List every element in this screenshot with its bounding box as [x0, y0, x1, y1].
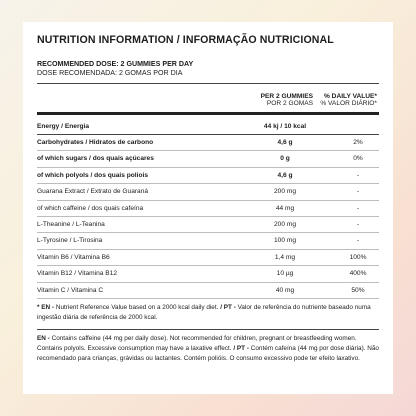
table-header — [37, 83, 379, 112]
footnote-pt: Valor de referência do nutriente baseado numa ingestão diária de referência de 2000 kcal. — [37, 303, 371, 322]
nutrient-label: L-Tyrosine / L-Tirosina — [37, 237, 103, 245]
nutrient-daily-value: - — [356, 188, 360, 196]
warning-marker-en: EN - — [37, 334, 50, 342]
footnote-pt-marker: / PT - — [220, 303, 236, 311]
energy-row — [37, 119, 379, 135]
nutrient-amount: 1,4 mg — [274, 253, 296, 261]
energy-label: Energy / Energia — [37, 123, 90, 130]
nutrient-label: L-Theanine / L-Teanina — [37, 220, 105, 228]
nutrient-daily-value: - — [356, 204, 360, 212]
warning-en: Contains caffeine (44 mg per daily dose). Not recommended for children, pregnant or breastfeeding women. Contains polyols. Excessive consumption may have a laxative effect. — [37, 334, 357, 352]
nutrient-daily-value: 2% — [353, 139, 363, 146]
nutrient-daily-value: - — [356, 171, 360, 179]
table-row — [37, 135, 379, 151]
per-serving-en: PER 2 GUMMIES — [260, 93, 313, 100]
nutrient-label: of which polyols / dos quais poliois — [37, 171, 149, 179]
nutrient-label: Guarana Extract / Extrato de Guaraná — [37, 188, 149, 196]
nutrient-label: Vitamin B6 / Vitamina B6 — [37, 253, 110, 261]
table-row — [37, 266, 379, 282]
nutrient-amount: 100 mg — [274, 237, 296, 245]
footnote-en: Nutrient Reference Value based on a 2000 kcal daily diet. — [55, 303, 219, 311]
energy-amount: 44 kj / 10 kcal — [263, 123, 307, 130]
nutrient-amount: 4,6 g — [277, 139, 293, 146]
table-row — [37, 201, 379, 217]
table-row — [37, 151, 379, 167]
nutrient-amount: 4,6 g — [277, 171, 293, 179]
page-title: NUTRITION INFORMATION / INFORMAÇÃO NUTRICIONAL — [37, 34, 334, 46]
recommended-dose-pt: DOSE RECOMENDADA: 2 GOMAS POR DIA — [37, 69, 183, 77]
nutrient-daily-value: 0% — [353, 155, 363, 163]
recommended-dose-en: RECOMMENDED DOSE: 2 GUMMIES PER DAY — [37, 60, 194, 68]
nutrient-daily-value: 100% — [349, 253, 367, 261]
daily-value-header — [320, 93, 377, 107]
nutrient-daily-value: 400% — [349, 270, 367, 278]
nutrition-table — [37, 112, 379, 299]
table-row — [37, 233, 379, 249]
nutrient-label: of which sugars / dos quais açúcares — [37, 155, 154, 163]
nutrient-daily-value: - — [356, 237, 360, 245]
warning — [37, 330, 379, 370]
table-row — [37, 250, 379, 266]
daily-value-pt: % VALOR DIÁRIO* — [320, 100, 377, 107]
nutrient-label: of which caffeine / dos quais cafeína — [37, 204, 144, 212]
nutrient-daily-value: 50% — [351, 286, 365, 294]
per-serving-header — [261, 93, 313, 107]
warning-pt: Contém cafeína (44 mg por dose diária). Não recomendado para crianças, grávidas ou lactantes. Contém polióis. O consumo excessivo pode ter efeito laxativo. — [37, 344, 379, 363]
per-serving-pt: POR 2 GOMAS — [266, 100, 313, 107]
footnote-marker: * EN - — [37, 303, 55, 311]
nutrition-panel — [23, 22, 393, 394]
nutrient-label: Vitamin B12 / Vitamina B12 — [37, 270, 118, 278]
nutrient-label: Carbohydrates / Hidratos de carbono — [37, 139, 154, 146]
nutrient-amount: 10 µg — [276, 270, 294, 278]
table-row — [37, 168, 379, 184]
nutrient-amount: 40 mg — [275, 286, 295, 294]
footnote — [37, 299, 379, 329]
table-row — [37, 184, 379, 200]
nutrient-amount: 200 mg — [274, 220, 296, 228]
table-row — [37, 283, 379, 299]
nutrient-amount: 44 mg — [275, 204, 295, 212]
nutrient-amount: 200 mg — [274, 188, 296, 196]
nutrient-label: Vitamin C / Vitamina C — [37, 286, 104, 294]
nutrient-amount: 0 g — [280, 155, 290, 163]
table-row — [37, 217, 379, 233]
warning-marker-pt: / PT - — [233, 344, 249, 352]
nutrient-daily-value: - — [356, 220, 360, 228]
daily-value-en: % DAILY VALUE* — [323, 93, 377, 100]
